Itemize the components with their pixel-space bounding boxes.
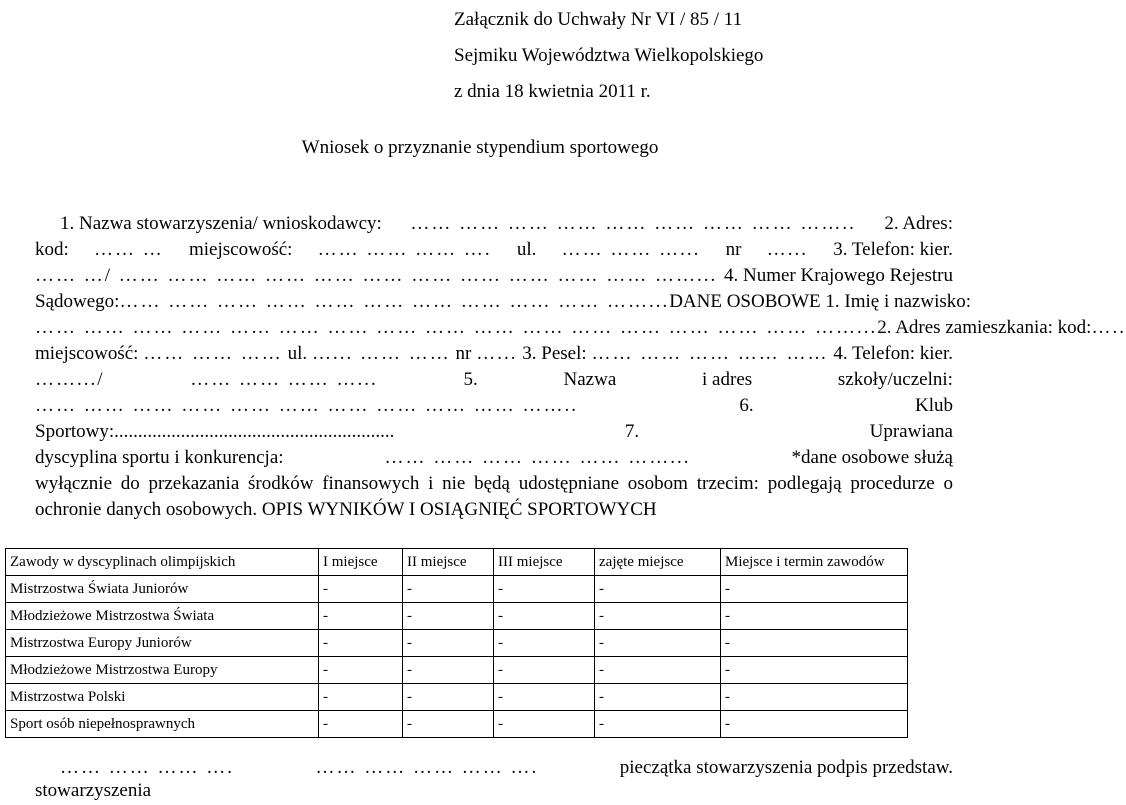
field-label: szkoły/uczelni:	[837, 369, 953, 390]
fill-dots: …… …… …… …… …… …… …… …… ……..	[410, 213, 856, 234]
table-cell: -	[403, 630, 494, 657]
form-line-10	[35, 445, 953, 471]
table-cell: -	[319, 630, 403, 657]
table-cell: -	[721, 657, 908, 684]
fill-dots: …… …… …… …… …… …… …… …… …… …… …… …… …… …… …… …… ……...	[35, 317, 878, 338]
form-line-8	[35, 393, 953, 419]
table-cell: Mistrzostwa Europy Juniorów	[6, 630, 319, 657]
field-label: Klub	[915, 395, 953, 416]
form-line-3	[35, 263, 953, 289]
footer-signature-line	[60, 757, 953, 779]
table-cell: -	[403, 576, 494, 603]
table-cell: -	[595, 657, 721, 684]
table-cell: Sport osób niepełnosprawnych	[6, 711, 319, 738]
table-cell: -	[595, 576, 721, 603]
table-cell: -	[319, 576, 403, 603]
fill-dots: …… …… …… …… …… …… …… …… …… …… …… ……...	[118, 265, 718, 286]
table-cell: Młodzieżowe Mistrzostwa Europy	[6, 657, 319, 684]
fill-dots: …… …… …… …… …… ……...	[384, 447, 691, 468]
table-cell: -	[494, 684, 595, 711]
field-label: Sądowego:	[35, 291, 120, 312]
field-label: Nazwa	[563, 369, 617, 390]
table-cell: Mistrzostwa Świata Juniorów	[6, 576, 319, 603]
field-label: 1. Nazwa stowarzyszenia/ wnioskodawcy:	[60, 213, 382, 234]
table-header-cell: I miejsce	[319, 549, 403, 576]
field-label: miejscowość:	[35, 343, 139, 364]
table-row	[6, 576, 908, 603]
form-line-5	[35, 315, 1126, 341]
field-label: *dane osobowe służą	[791, 447, 953, 468]
form-line-7	[35, 367, 953, 393]
field-label: ul.	[516, 239, 537, 260]
fill-dots: …... …… ……	[311, 343, 451, 364]
signature-caption: pieczątka stowarzyszenia podpis przedstaw.	[619, 757, 953, 778]
field-label: 5.	[463, 369, 478, 390]
signature-caption-cont: stowarzyszenia	[35, 780, 152, 801]
fill-dots: …… …… …...	[561, 239, 701, 260]
fill-dots: …… …… …… …… …… …… …… …… …… …… ……...	[119, 291, 670, 312]
fill-dots: …...	[476, 343, 518, 364]
table-row	[6, 657, 908, 684]
field-label: 4. Telefon: kier.	[833, 343, 953, 364]
field-label: dyscyplina sportu i konkurencja:	[35, 447, 284, 468]
fill-dots: …… …… ……	[143, 343, 283, 364]
document-header	[454, 2, 763, 110]
table-cell: -	[595, 684, 721, 711]
table-cell: -	[595, 603, 721, 630]
results-table-body	[6, 549, 908, 738]
field-label: 4. Numer Krajowego Rejestru	[724, 265, 953, 286]
table-cell: -	[721, 576, 908, 603]
table-cell: -	[319, 684, 403, 711]
form-line-6	[35, 341, 953, 367]
field-label: 2. Adres:	[884, 213, 953, 234]
header-line-2: Sejmiku Województwa Wielkopolskiego	[454, 45, 764, 66]
fill-dots: …… …… …… …… ……	[591, 343, 829, 364]
field-label: miejscowość:	[189, 239, 293, 260]
field-label: 3. Telefon: kier.	[833, 239, 953, 260]
field-label: 3. Pesel:	[522, 343, 587, 364]
field-label: Uprawiana	[869, 421, 953, 442]
table-cell: -	[494, 576, 595, 603]
table-cell: -	[595, 711, 721, 738]
field-label: 2. Adres zamieszkania: kod:	[877, 317, 1092, 338]
table-cell: -	[494, 657, 595, 684]
field-label: ul.	[287, 343, 308, 364]
document-title: Wniosek o przyznanie stypendium sportowego	[301, 137, 659, 158]
table-row	[6, 630, 908, 657]
table-cell: -	[403, 711, 494, 738]
form-line-2	[35, 237, 953, 263]
fill-dots: …… …… …… ….	[317, 239, 492, 260]
table-cell: -	[721, 711, 908, 738]
field-label: 7.	[624, 421, 640, 442]
table-cell: Młodzieżowe Mistrzostwa Świata	[6, 603, 319, 630]
fill-dots: …… …	[94, 239, 164, 260]
privacy-paragraph: wyłącznie do przekazania środków finansowych i nie będą udostępniane osobom trzecim: podlegają procedurze o ochronie danych osobowych. OPIS WYNIKÓW I OSIĄGNIĘĆ SPORTOWYCH	[35, 473, 953, 520]
results-table	[5, 548, 908, 738]
table-cell: -	[319, 711, 403, 738]
fill-dots: …...	[766, 239, 808, 260]
fill-dots: …… …… …… ….	[60, 757, 234, 778]
field-label: DANE OSOBOWE 1. Imię i nazwisko:	[669, 291, 972, 312]
table-header-cell: Miejsce i termin zawodów	[721, 549, 908, 576]
table-cell: -	[403, 657, 494, 684]
field-label: nr	[725, 239, 742, 260]
form-line-4	[35, 289, 972, 315]
table-cell: -	[494, 603, 595, 630]
table-header-cell: III miejsce	[494, 549, 595, 576]
table-row	[6, 684, 908, 711]
field-label: 6.	[739, 395, 754, 416]
fill-dots: …… …/	[35, 265, 113, 286]
table-cell: -	[319, 603, 403, 630]
table-header-cell: zajęte miejsce	[595, 549, 721, 576]
header-line-3: z dnia 18 kwietnia 2011 r.	[454, 81, 651, 102]
table-header-row	[6, 549, 908, 576]
form-line-1	[35, 211, 953, 237]
table-cell: -	[595, 630, 721, 657]
table-row	[6, 711, 908, 738]
form-line-9	[35, 419, 953, 445]
fill-dots: …… …… …… …...	[190, 369, 378, 390]
table-cell: -	[494, 711, 595, 738]
field-label: nr	[455, 343, 472, 364]
table-cell: -	[721, 603, 908, 630]
table-cell: -	[403, 684, 494, 711]
table-cell: -	[403, 603, 494, 630]
table-cell: -	[721, 684, 908, 711]
field-label: kod:	[35, 239, 69, 260]
table-row	[6, 603, 908, 630]
table-cell: Mistrzostwa Polski	[6, 684, 319, 711]
field-label: Sportowy:...........................................................	[35, 421, 395, 442]
fill-dots: …… …… …… …… ….	[315, 757, 539, 778]
header-line-1: Załącznik do Uchwały Nr VI / 85 / 11	[454, 9, 743, 30]
table-cell: -	[721, 630, 908, 657]
table-cell: -	[319, 657, 403, 684]
fill-dots: …..	[1091, 317, 1126, 338]
fill-dots: …….../	[35, 369, 105, 390]
fill-dots: …… …… …… …… …… …… …… …… …… …… ……..	[35, 395, 578, 416]
table-header-cell: II miejsce	[403, 549, 494, 576]
table-cell: -	[494, 630, 595, 657]
table-header-cell: Zawody w dyscyplinach olimpijskich	[6, 549, 319, 576]
field-label: i adres	[702, 369, 753, 390]
